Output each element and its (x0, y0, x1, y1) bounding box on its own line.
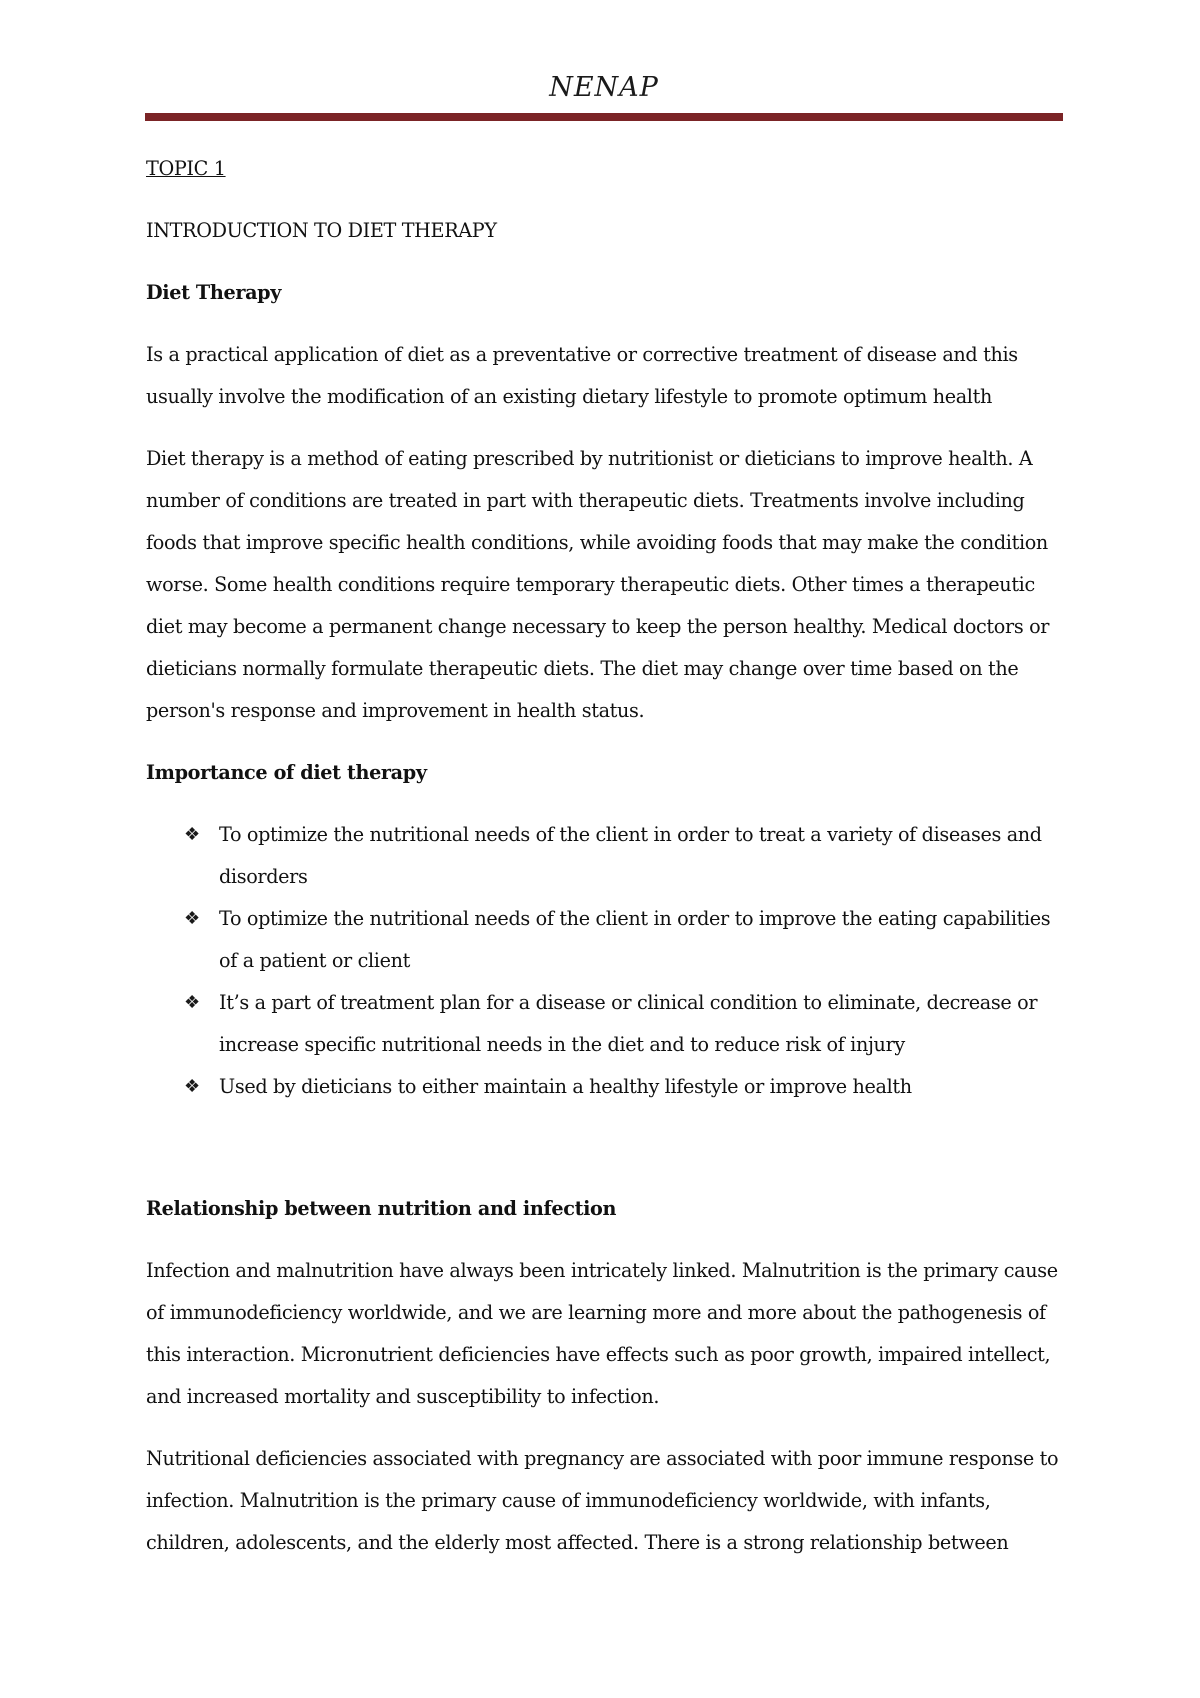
list-item-text: To optimize the nutritional needs of the client in order to improve the eating capabilities of a patient or client (219, 907, 1051, 972)
list-item (146, 898, 1062, 982)
running-header: NENAP (549, 72, 659, 103)
list-item-text: It’s a part of treatment plan for a disease or clinical condition to eliminate, decrease or increase specific nutritional needs in the diet and to reduce risk of injury (219, 991, 1038, 1056)
diamond-bullet-icon: ❖ (184, 908, 200, 929)
diamond-bullet-icon: ❖ (184, 824, 200, 845)
topic-label: TOPIC 1 (146, 157, 226, 180)
infection-paragraph: Infection and malnutrition have always been intricately linked. Malnutrition is the primary cause of immunodeficiency worldwide, and we are learning more and more about the pathogenesis of this interaction. Micronutrient deficiencies have effects such as poor growth, impaired intellect, and increased mortality and susceptibility to infection. (146, 1259, 1058, 1408)
section-spacer (146, 1108, 1062, 1188)
relationship-heading: Relationship between nutrition and infection (146, 1197, 617, 1220)
section-title: INTRODUCTION TO DIET THERAPY (146, 219, 497, 242)
list-item (146, 814, 1062, 898)
list-item (146, 1066, 1062, 1108)
diamond-bullet-icon: ❖ (184, 992, 200, 1013)
pregnancy-paragraph: Nutritional deficiencies associated with pregnancy are associated with poor immune response to infection. Malnutrition is the primary cause of immunodeficiency worldwide, with infants, children, adolescents, and the elderly most affected. There is a strong relationship between (146, 1447, 1059, 1554)
list-item-text: Used by dieticians to either maintain a healthy lifestyle or improve health (219, 1075, 912, 1098)
diet-therapy-heading: Diet Therapy (146, 281, 282, 304)
list-item-text: To optimize the nutritional needs of the client in order to treat a variety of diseases and disorders (219, 823, 1042, 888)
list-item (146, 982, 1062, 1066)
document-body (146, 148, 1062, 1584)
importance-heading: Importance of diet therapy (146, 761, 427, 784)
diamond-bullet-icon: ❖ (184, 1076, 200, 1097)
definition-paragraph: Is a practical application of diet as a preventative or corrective treatment of disease and this usually involve the modification of an existing dietary lifestyle to promote optimum health (146, 343, 1018, 408)
method-paragraph: Diet therapy is a method of eating prescribed by nutritionist or dieticians to improve health. A number of conditions are treated in part with therapeutic diets. Treatments involve including foods that improve specific health conditions, while avoiding foods that may make the condition worse. Some health conditions require temporary therapeutic diets. Other times a therapeutic diet may become a permanent change necessary to keep the person healthy. Medical doctors or dieticians normally formulate therapeutic diets. The diet may change over time based on the person's response and improvement in health status. (146, 447, 1050, 722)
importance-list (146, 814, 1062, 1108)
header-rule (145, 113, 1063, 121)
